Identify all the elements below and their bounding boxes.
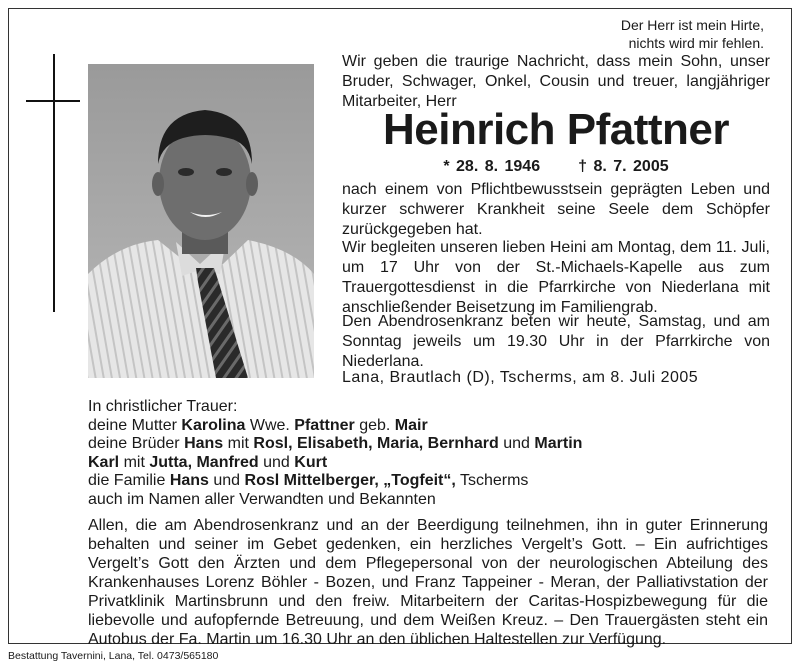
mourner-name: Karolina: [181, 416, 246, 434]
mourner-text: geb.: [354, 416, 395, 434]
mourner-name: Pfattner: [294, 416, 355, 434]
birth-date: * 28. 8. 1946: [443, 158, 541, 175]
intro-text: Wir geben die traurige Nachricht, dass mein Sohn, unser Bruder, Schwager, Onkel, Cousin und treuer, langjähriger Mitarbeiter, Herr: [342, 53, 770, 110]
mourner-name: Rosl Mittelberger, „Togfeit“,: [244, 472, 456, 489]
deceased-name: Heinrich Pfattner: [382, 105, 729, 154]
mourner-name: Martin: [534, 435, 583, 452]
paragraph-funeral: Wir begleiten unseren lieben Heini am Montag, dem 11. Juli, um 17 Uhr von der St.-Michaels-Kapelle aus zum Trauergottesdienst in die Pfarrkirche von Niederlana mit anschließender Beisetzung im Familiengrab.: [342, 239, 770, 316]
mourner-text: die Familie: [88, 472, 170, 489]
mourners-line: [88, 454, 768, 473]
mourner-text: Tscherms: [455, 472, 529, 489]
mourner-text: Wwe.: [245, 416, 295, 434]
mourner-text: und: [208, 472, 245, 489]
life-dates: [342, 158, 770, 176]
psalm-quote: [504, 16, 764, 52]
mourner-name: Hans: [184, 435, 224, 452]
mourners-line: [88, 417, 768, 436]
paragraph-rosary: Den Abendrosenkranz beten wir heute, Samstag, und am Sonntag jeweils um 19.30 Uhr in der Pfarrkirche von Niederlana.: [342, 313, 770, 370]
mourners-line: auch im Namen aller Verwandten und Bekannten: [88, 490, 436, 508]
mourner-name: Kurt: [294, 453, 328, 471]
cross-icon-bar: [26, 100, 80, 102]
thanks-paragraph: Allen, die am Abendrosenkranz und an der Beerdigung teilnehmen, ihn in guter Erinnerung behalten und seiner im Gebet gedenken, ein herzliches Vergelt’s Gott. – Ein aufrichtiges Vergelt’s Gott den Ärzten und dem Pflegepersonal von der neurologischen Abteilung des Krankenhauses Lorenz Böhler - Bozen, und Franz Tappeiner - Meran, der Palliativstation der Privatklinik Martinsbrunn und den freiw. Mitarbeitern der Caritas-Hospizbewegung für die liebevolle und aufopfernde Betreuung, und dem Weißen Kreuz. – Den Trauergästen steht ein Autobus der Fa. Martin um 16.30 Uhr an den üblichen Haltestellen zur Verfügung.: [88, 517, 768, 648]
mourner-text: deine Mutter: [88, 416, 182, 434]
mourner-text: mit: [119, 453, 150, 471]
mourners-list: [88, 398, 768, 509]
cross-icon: [53, 54, 55, 312]
mourner-name: Jutta, Manfred: [149, 453, 259, 471]
psalm-line: nichts wird mir fehlen.: [628, 35, 764, 51]
mourner-name: Mair: [394, 416, 428, 434]
mourner-text: und: [498, 435, 535, 452]
mourner-name: Karl: [88, 453, 120, 471]
place-date: Lana, Brautlach (D), Tscherms, am 8. Juli 2005: [342, 369, 699, 386]
death-date: † 8. 7. 2005: [578, 158, 669, 175]
mourner-text: deine Brüder: [88, 435, 185, 452]
undertaker-credit: Bestattung Tavernini, Lana, Tel. 0473/565180: [8, 650, 219, 662]
mourner-name: Rosl, Elisabeth, Maria, Bernhard: [253, 435, 499, 452]
mourners-heading: In christlicher Trauer:: [88, 398, 238, 415]
mourner-text: mit: [223, 435, 254, 452]
psalm-line: Der Herr ist mein Hirte,: [620, 17, 764, 33]
paragraph-passing: nach einem von Pflichtbewusstsein geprägten Leben und kurzer schwerer Krankheit seine Seele dem Schöpfer zurückgegeben hat.: [342, 181, 770, 238]
portrait-photo: [88, 64, 314, 378]
mourner-name: Hans: [169, 472, 209, 489]
mourner-text: und: [258, 453, 295, 471]
mourners-line: [88, 472, 768, 491]
mourners-line: [88, 435, 768, 454]
